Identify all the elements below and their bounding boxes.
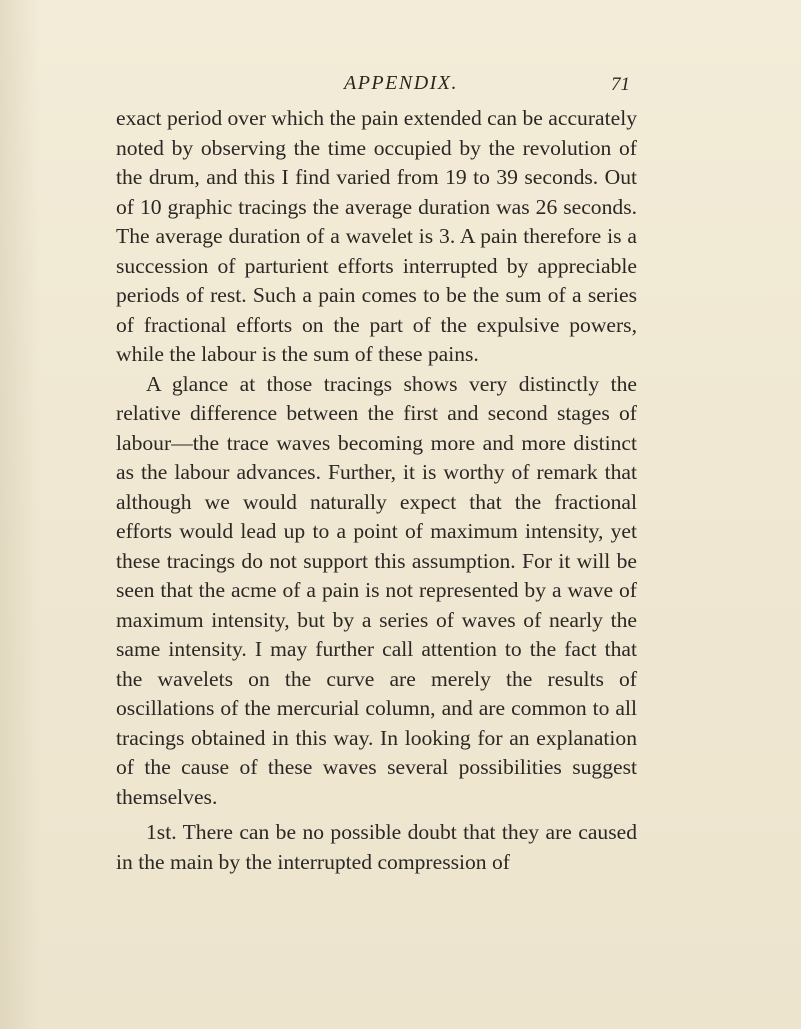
body-text bbox=[116, 104, 637, 877]
running-head: APPENDIX. bbox=[344, 72, 459, 94]
paragraph-continuation: exact period over which the pain extended can be accurately noted by observing the time occupied by the revolution of the drum, and this I find varied from 19 to 39 seconds. Out of 10 graphic tracings the average duration was 26 seconds. The average duration of a wavelet is 3. A pain therefore is a succession of parturient efforts interrupted by appreciable periods of rest. Such a pain comes to be the sum of a series of fractional efforts on the part of the expulsive powers, while the labour is the sum of these pains. bbox=[116, 106, 637, 366]
paragraph-glance: A glance at those tracings shows very distinctly the relative difference between the first and second stages of labour—the trace waves becoming more and more distinct as the labour advances. Further, it is worthy of remark that although we would naturally expect that the fractional efforts would lead up to a point of maximum intensity, yet these tracings do not support this assumption. For it will be seen that the acme of a pain is not represented by a wave of maximum intensity, but by a series of waves of nearly the same intensity. I may further call attention to the fact that the wavelets on the curve are merely the results of oscillations of the mercurial column, and are common to all tracings obtained in this way. In looking for an explanation of the cause of these waves several possibilities suggest themselves. bbox=[116, 371, 637, 809]
page-edge-shadow bbox=[0, 0, 40, 1029]
page-number: 71 bbox=[611, 74, 630, 95]
page-header bbox=[0, 72, 801, 100]
paragraph-first-point: 1st. There can be no possible doubt that they are caused in the main by the interrupted compression of bbox=[116, 820, 637, 874]
